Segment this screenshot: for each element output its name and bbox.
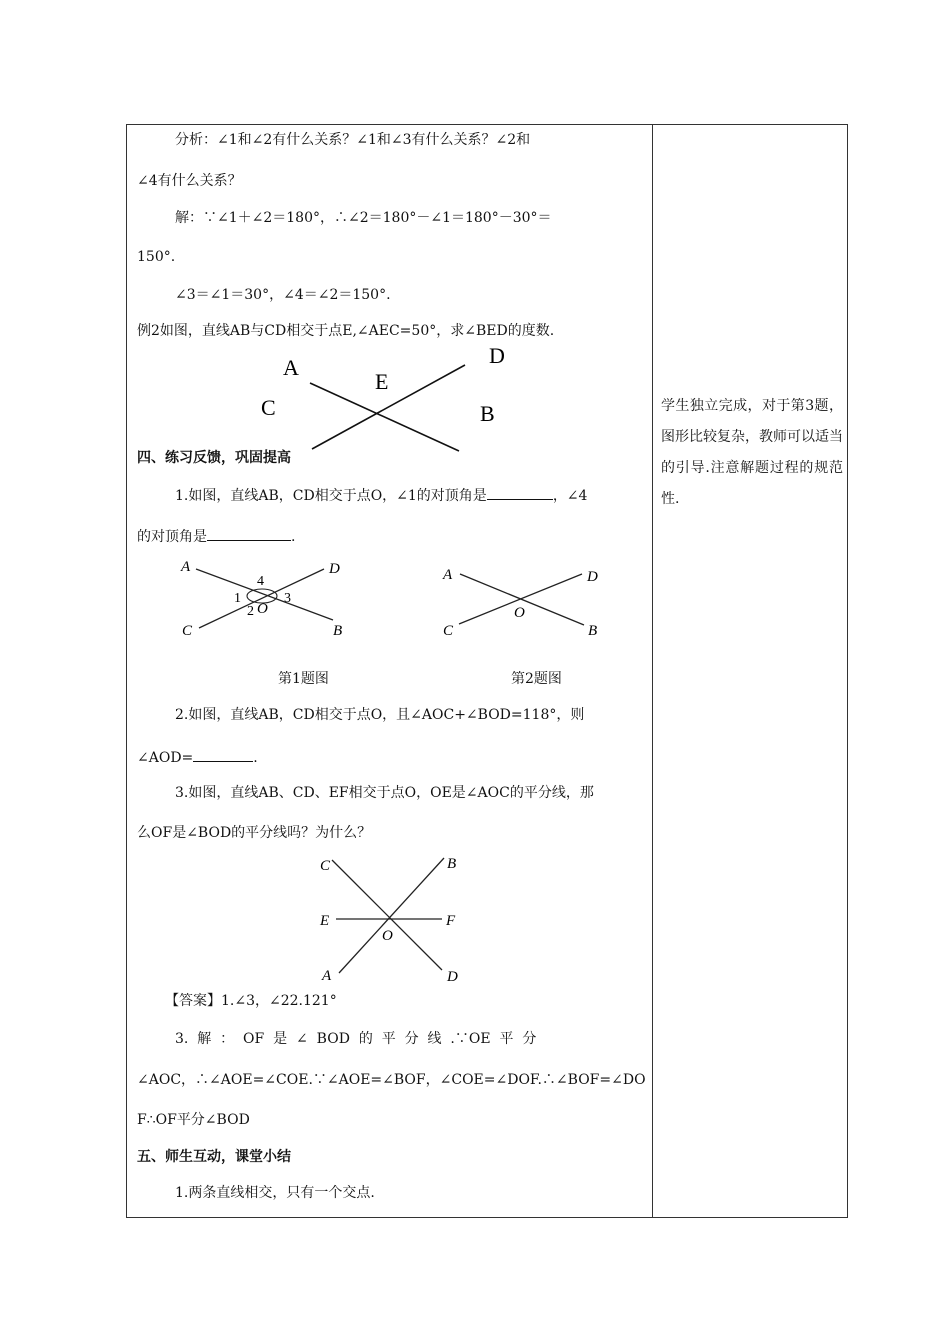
answer-3-line-1: 3. 解 ： OF 是 ∠ BOD 的 平 分 线 .∵OE 平 分 [175,1031,537,1047]
figure-2-caption: 第2题图 [511,671,562,687]
section-4-heading: 四、练习反馈，巩固提高 [137,450,291,466]
label-b: B [480,401,495,426]
figure-1 [167,553,367,643]
question-3-line-1: 3.如图，直线AB、CD、EF相交于点O，OE是∠AOC的平分线，那 [175,785,594,801]
fig1-label-b: B [333,623,343,639]
fig2-label-d: D [587,569,598,585]
example-2-figure [247,345,527,455]
fig3-label-c: C [320,858,331,874]
fig1-label-o: O [257,601,268,617]
fig3-label-e: E [320,913,330,929]
side-column [653,125,847,1217]
analysis-line-1: 分析：∠1和∠2有什么关系？∠1和∠3有什么关系？∠2和 [175,132,531,148]
label-c: C [261,395,276,420]
solution-line-2: 150°. [137,249,176,265]
fig2-label-o: O [514,605,525,621]
answer-blank[interactable] [193,747,253,762]
fig1-label-c: C [182,623,193,639]
section-5-heading: 五、师生互动，课堂小结 [137,1149,291,1165]
solution-line-3: ∠3＝∠1＝30°，∠4＝∠2＝150°. [175,287,391,303]
analysis-line-2: ∠4有什么关系？ [137,173,242,189]
fig3-label-d: D [447,969,458,985]
teacher-note: 学生独立完成，对于第3题，图形比较复杂，教师可以适当的引导.注意解题过程的规范性. [661,398,843,507]
label-e: E [375,369,389,394]
solution-line-1: 解：∵∠1＋∠2＝180°，∴∠2＝180°－∠1＝180°－30°＝ [175,210,552,226]
fig1-label-2: 2 [247,604,254,619]
figure-1-caption: 第1题图 [278,671,329,687]
fig1-label-3: 3 [284,591,291,606]
main-column [127,125,652,1217]
label-d: D [489,345,505,368]
example-2-text: 例2如图，直线AB与CD相交于点E,∠AEC=50°，求∠BED的度数. [137,323,555,339]
fig1-label-1: 1 [234,591,241,606]
answer-line: 【答案】1.∠3，∠22.121° [165,993,337,1009]
fig3-line-cd [332,860,442,970]
fig3-label-o: O [382,928,393,944]
fig2-label-b: B [588,623,598,639]
summary-item-1: 1.两条直线相交，只有一个交点. [175,1185,375,1201]
fig2-label-c: C [443,623,454,639]
question-1-line-2: 的对顶角是 . [137,526,295,547]
fig3-label-a: A [322,968,332,984]
question-3-line-2: 么OF是∠BOD的平分线吗？为什么？ [137,825,372,841]
answer-3-line-3: F∴OF平分∠BOD [137,1112,250,1128]
question-1-line-1: 1.如图，直线AB，CD相交于点O，∠1的对顶角是 ，∠4 [175,485,587,506]
line-cd [312,365,465,449]
fig1-label-d: D [329,561,340,577]
fig3-label-f: F [446,913,456,929]
fig3-label-b: B [447,856,457,872]
label-a: A [283,355,299,380]
answer-blank[interactable] [487,485,553,500]
question-2-line-2: ∠AOD= . [137,747,258,768]
fig1-label-a: A [181,559,191,575]
answer-3-line-2: ∠AOC，∴∠AOE=∠COE.∵∠AOE=∠BOF，∠COE=∠DOF.∴∠BOF=∠DO [137,1072,646,1088]
figure-3 [312,850,472,985]
figure-2 [427,557,627,647]
fig1-label-4: 4 [257,574,264,589]
lesson-table [126,124,848,1218]
fig2-label-a: A [443,567,453,583]
question-2-line-1: 2.如图，直线AB，CD相交于点O，且∠AOC+∠BOD=118°，则 [175,707,585,723]
answer-blank[interactable] [207,526,291,541]
